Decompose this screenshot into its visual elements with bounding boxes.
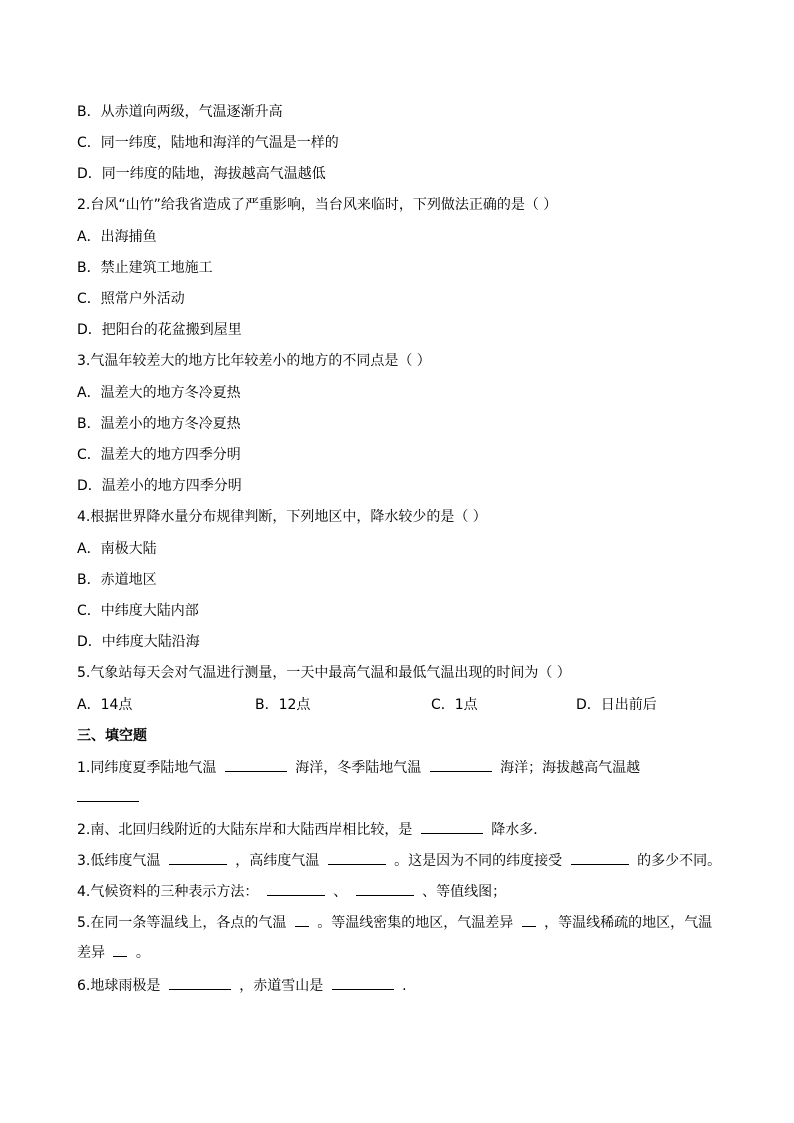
fill-q5-text-4: 差异 — [77, 945, 105, 961]
fill-q5-blank-3[interactable] — [113, 942, 127, 957]
q4-option-d: D．中纬度大陆沿海 — [77, 634, 200, 650]
fill-q4 — [77, 881, 506, 902]
q1-option-c: C．同一纬度，陆地和海洋的气温是一样的 — [77, 135, 339, 151]
fill-q4-blank-2[interactable] — [356, 881, 414, 896]
fill-q3-blank-3[interactable] — [571, 850, 629, 865]
q3-option-a: A．温差大的地方冬冷夏热 — [77, 385, 241, 401]
q3-stem: 3.气温年较差大的地方比年较差小的地方的不同点是（ ） — [77, 353, 431, 369]
fill-q2-blank-1[interactable] — [421, 819, 483, 834]
q2-option-b: B．禁止建筑工地施工 — [77, 260, 213, 276]
q5-option-d: D．日出前后 — [576, 697, 657, 713]
fill-q4-text-1: 4.气候资料的三种表示方法： — [77, 884, 259, 900]
fill-q2-text-2: 降水多． — [491, 822, 548, 838]
fill-q3-text-2: ，高纬度气温 — [235, 853, 320, 869]
q5-option-c: C．1点 — [431, 697, 478, 713]
fill-q5-continued — [77, 942, 150, 963]
fill-q2-text-1: 2.南、北回归线附近的大陆东岸和大陆西岸相比较，是 — [77, 822, 413, 838]
q4-option-b: B．赤道地区 — [77, 572, 157, 588]
fill-q5-text-1: 5.在同一条等温线上，各点的气温 — [77, 915, 287, 931]
q4-stem: 4.根据世界降水量分布规律判断，下列地区中，降水较少的是（ ） — [77, 509, 487, 525]
q1-option-b: B．从赤道向两级，气温逐渐升高 — [77, 104, 283, 120]
fill-q1-text-2: 海洋，冬季陆地气温 — [295, 760, 422, 776]
fill-q6-text-2: ，赤道雪山是 — [239, 978, 324, 994]
fill-q6-text-1: 6.地球雨极是 — [77, 978, 161, 994]
fill-q2 — [77, 819, 547, 840]
fill-q5-text-3: ，等温线稀疏的地区，气温 — [544, 915, 713, 931]
fill-q3-blank-2[interactable] — [328, 850, 386, 865]
fill-q4-text-2: 、 — [333, 884, 348, 900]
q5-option-b: B．12点 — [255, 697, 311, 713]
fill-q4-blank-1[interactable] — [267, 881, 325, 896]
q2-option-a: A．出海捕鱼 — [77, 229, 157, 245]
fill-q5-blank-2[interactable] — [522, 912, 536, 927]
q3-option-b: B．温差小的地方冬冷夏热 — [77, 416, 241, 432]
fill-q3-text-3: 。这是因为不同的纬度接受 — [394, 853, 563, 869]
q3-option-d: D．温差小的地方四季分明 — [77, 478, 242, 494]
fill-q5 — [77, 912, 712, 933]
section-title-fill-in: 三、填空题 — [77, 728, 147, 744]
fill-q1-blank-1[interactable] — [225, 757, 287, 772]
q2-option-c: C．照常户外活动 — [77, 291, 185, 307]
fill-q1-blank-3[interactable] — [77, 787, 139, 802]
fill-q5-text-2: 。等温线密集的地区，气温差异 — [317, 915, 514, 931]
q1-option-d: D．同一纬度的陆地，海拔越高气温越低 — [77, 166, 326, 182]
fill-q4-text-3: 、等值线图； — [422, 884, 507, 900]
fill-q6 — [77, 975, 407, 996]
q5-option-a: A．14点 — [77, 697, 133, 713]
fill-q6-blank-1[interactable] — [169, 975, 231, 990]
fill-q3-text-4: 的多少不同。 — [637, 853, 722, 869]
q2-stem: 2.台风“山竹”给我省造成了严重影响，当台风来临时，下列做法正确的是（ ） — [77, 197, 558, 213]
q5-options-row — [77, 695, 677, 715]
q4-option-a: A．南极大陆 — [77, 541, 157, 557]
fill-q3 — [77, 850, 721, 871]
fill-q1-text-1: 1.同纬度夏季陆地气温 — [77, 760, 217, 776]
fill-q1-text-3: 海洋；海拔越高气温越 — [500, 760, 641, 776]
fill-q6-blank-2[interactable] — [332, 975, 394, 990]
fill-q1-blank-2[interactable] — [430, 757, 492, 772]
fill-q3-text-1: 3.低纬度气温 — [77, 853, 161, 869]
q5-stem: 5.气象站每天会对气温进行测量，一天中最高气温和最低气温出现的时间为（ ） — [77, 665, 571, 681]
q4-option-c: C．中纬度大陆内部 — [77, 603, 199, 619]
fill-q5-text-5: 。 — [135, 945, 150, 961]
fill-q1 — [77, 757, 640, 778]
q3-option-c: C．温差大的地方四季分明 — [77, 447, 241, 463]
fill-q5-blank-1[interactable] — [295, 912, 309, 927]
fill-q1-continued — [77, 787, 143, 808]
fill-q6-text-3: . — [402, 978, 407, 994]
q2-option-d: D．把阳台的花盆搬到屋里 — [77, 322, 242, 338]
fill-q3-blank-1[interactable] — [169, 850, 227, 865]
